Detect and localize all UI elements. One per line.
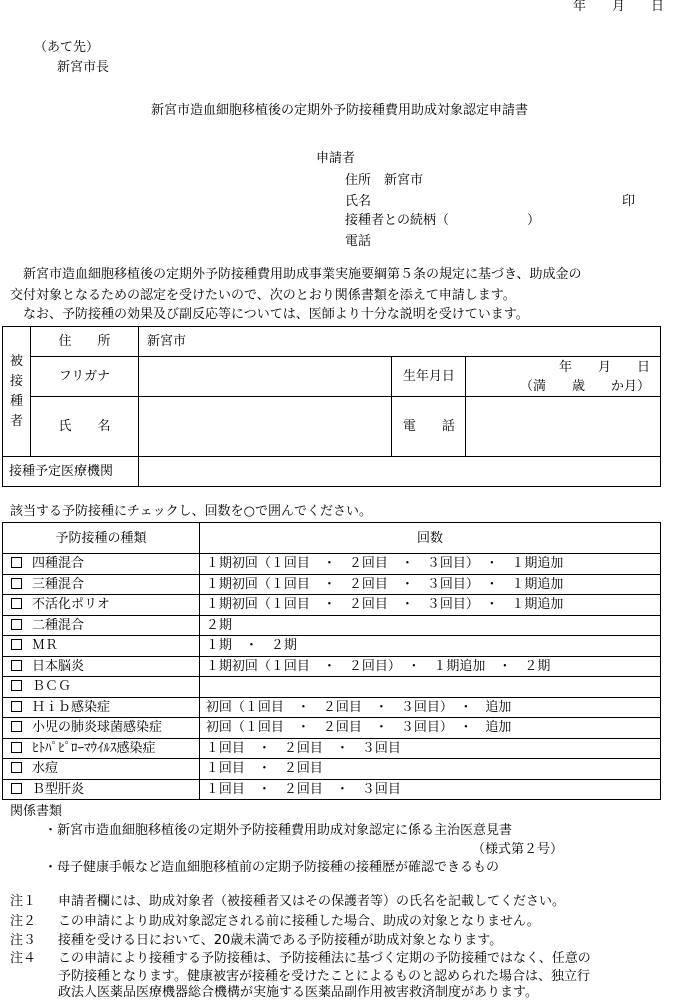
vaccine-count[interactable]: ２期 [199, 615, 660, 636]
vaccine-count[interactable]: １期初回（１回目 ・ ２回目） ・ １期追加 ・ ２期 [199, 656, 660, 677]
birthdate-age-template: （満 歳 か月） [519, 378, 650, 394]
date-line: 年 月 日 [573, 0, 665, 14]
birthdate-field[interactable] [466, 357, 661, 397]
phone-label: 電 話 [392, 397, 466, 457]
vaccinee-side-label: 被 接 種 者 [3, 327, 31, 457]
address-field[interactable]: 新宮市 [138, 327, 660, 357]
vaccine-checkbox[interactable] [11, 701, 22, 712]
applicant-name-label: 氏名 [345, 194, 372, 209]
vaccine-count[interactable]: １期 ・ ２期 [199, 636, 660, 657]
intro-line: 新宮市造血細胞移植後の定期外予防接種費用助成事業実施要綱第５条の規定に基づき、助成金の [10, 267, 582, 282]
clinic-label: 接種予定医療機関 [3, 457, 139, 487]
note-label: 注４ [10, 951, 37, 966]
note-text: 接種を受ける日において、20歳未満である予防接種が助成対象となります。 [58, 933, 503, 948]
name-field[interactable] [138, 397, 391, 457]
vaccine-name: ﾋﾄﾊﾟﾋﾟﾛｰﾏｳｲﾙｽ感染症 [32, 740, 156, 756]
clinic-field[interactable] [138, 457, 660, 487]
vaccine-table [2, 522, 661, 800]
note-label: 注２ [10, 914, 37, 929]
vaccine-name: Ｂ型肝炎 [32, 781, 85, 797]
vaccine-count[interactable]: １回目 ・ ２回目 ・ ３回目 [199, 779, 660, 800]
intro-line: 交付対象となるための認定を受けたいので、次のとおり関係書類を添えて申請します。 [10, 288, 516, 303]
note-text: この申請により接種する予防接種は、予防接種法に基づく定期の予防接種ではなく、任意の [58, 951, 591, 966]
vaccine-name: 二種混合 [32, 617, 85, 633]
furigana-label: フリガナ [30, 357, 138, 397]
applicant-address: 住所 新宮市 [345, 173, 424, 188]
furigana-field[interactable] [138, 357, 391, 397]
documents-label: 関係書類 [10, 804, 63, 819]
address-label: 住 所 [30, 327, 138, 357]
vaccine-type-header: 予防接種の種類 [3, 523, 200, 554]
vaccinee-table [2, 326, 661, 487]
vaccine-row [3, 656, 661, 677]
vaccine-count[interactable]: １期初回（１回目 ・ ２回目 ・ ３回目） ・ １期追加 [199, 595, 660, 616]
birthdate-date-template: 年 月 日 [558, 359, 650, 375]
vaccine-row [3, 759, 661, 780]
applicant-relation: 接種者との続柄（ ） [345, 213, 541, 228]
vaccine-row [3, 636, 661, 657]
vaccine-checkbox[interactable] [11, 619, 22, 630]
vaccine-row [3, 738, 661, 759]
vaccine-instruction: 該当する予防接種にチェックし、回数を○で囲んでください。 [10, 504, 372, 519]
vaccine-name: Ｈｉｂ感染症 [32, 699, 111, 715]
vaccine-count[interactable] [199, 677, 660, 698]
vaccine-name: 日本脳炎 [32, 658, 85, 674]
document-item: ・新宮市造血細胞移植後の定期外予防接種費用助成対象認定に係る主治医意見書 [44, 823, 513, 838]
vaccine-checkbox[interactable] [11, 783, 22, 794]
applicant-label: 申請者 [316, 151, 356, 166]
note-label: 注３ [10, 933, 37, 948]
vaccine-checkbox[interactable] [11, 598, 22, 609]
vaccine-row [3, 718, 661, 739]
vaccine-row [3, 574, 661, 595]
vaccine-checkbox[interactable] [11, 742, 22, 753]
vaccine-row [3, 615, 661, 636]
vaccine-name: 水痘 [32, 761, 59, 777]
note-text: 政法人医薬品医療機器総合機構が実施する医薬品副作用被害救済制度があります。 [58, 985, 538, 1000]
vaccine-name: 不活化ポリオ [32, 597, 110, 613]
phone-field[interactable] [466, 397, 661, 457]
document-form-number: （様式第２号） [472, 842, 564, 857]
note-text: 予防接種となります。健康被害が接種を受けたことによるものと認められた場合は、独立行 [58, 969, 590, 984]
applicant-phone-label: 電話 [345, 234, 372, 249]
addressee-label: （あて先） [34, 40, 100, 55]
vaccine-name: ＭＲ [32, 638, 59, 654]
vaccine-name: ＢＣＧ [32, 679, 72, 695]
note-text: 申請者欄には、助成対象者（被接種者又はその保護者等）の氏名を記載してください。 [58, 894, 566, 909]
vaccine-count[interactable]: 初回（１回目 ・ ２回目 ・ ３回目） ・ 追加 [199, 697, 660, 718]
vaccine-name: 小児の肺炎球菌感染症 [32, 720, 163, 736]
vaccine-checkbox[interactable] [11, 639, 22, 650]
seal-mark: 印 [622, 194, 636, 209]
vaccine-checkbox[interactable] [11, 762, 22, 773]
vaccine-count[interactable]: 初回（１回目 ・ ２回目 ・ ３回目） ・ 追加 [199, 718, 660, 739]
note-label: 注１ [10, 894, 37, 909]
vaccine-row [3, 554, 661, 575]
vaccine-count[interactable]: １回目 ・ ２回目 [199, 759, 660, 780]
addressee: 新宮市長 [57, 60, 110, 75]
birthdate-label: 生年月日 [392, 357, 466, 397]
note-text: この申請により助成対象認定される前に接種した場合、助成の対象となりません。 [58, 914, 540, 929]
vaccine-checkbox[interactable] [11, 721, 22, 732]
vaccine-checkbox[interactable] [11, 660, 22, 671]
vaccine-row [3, 677, 661, 698]
vaccine-count-header: 回数 [199, 523, 660, 554]
vaccine-count[interactable]: １期初回（１回目 ・ ２回目 ・ ３回目） ・ １期追加 [199, 574, 660, 595]
document-item: ・母子健康手帳など造血細胞移植前の定期予防接種の接種歴が確認できるもの [44, 860, 500, 875]
intro-line: なお、予防接種の効果及び副反応等については、医師より十分な説明を受けています。 [10, 307, 529, 322]
vaccine-name: 四種混合 [32, 556, 85, 572]
vaccine-count[interactable]: １期初回（１回目 ・ ２回目 ・ ３回目） ・ １期追加 [199, 554, 660, 575]
vaccine-row [3, 595, 661, 616]
name-label: 氏 名 [30, 397, 138, 457]
vaccine-checkbox[interactable] [11, 578, 22, 589]
vaccine-row [3, 779, 661, 800]
vaccine-checkbox[interactable] [11, 680, 22, 691]
vaccine-row [3, 697, 661, 718]
document-title: 新宮市造血細胞移植後の定期外予防接種費用助成対象認定申請書 [150, 103, 528, 118]
vaccine-name: 三種混合 [32, 576, 85, 592]
vaccine-checkbox[interactable] [11, 557, 22, 568]
vaccine-count[interactable]: １回目 ・ ２回目 ・ ３回目 [199, 738, 660, 759]
